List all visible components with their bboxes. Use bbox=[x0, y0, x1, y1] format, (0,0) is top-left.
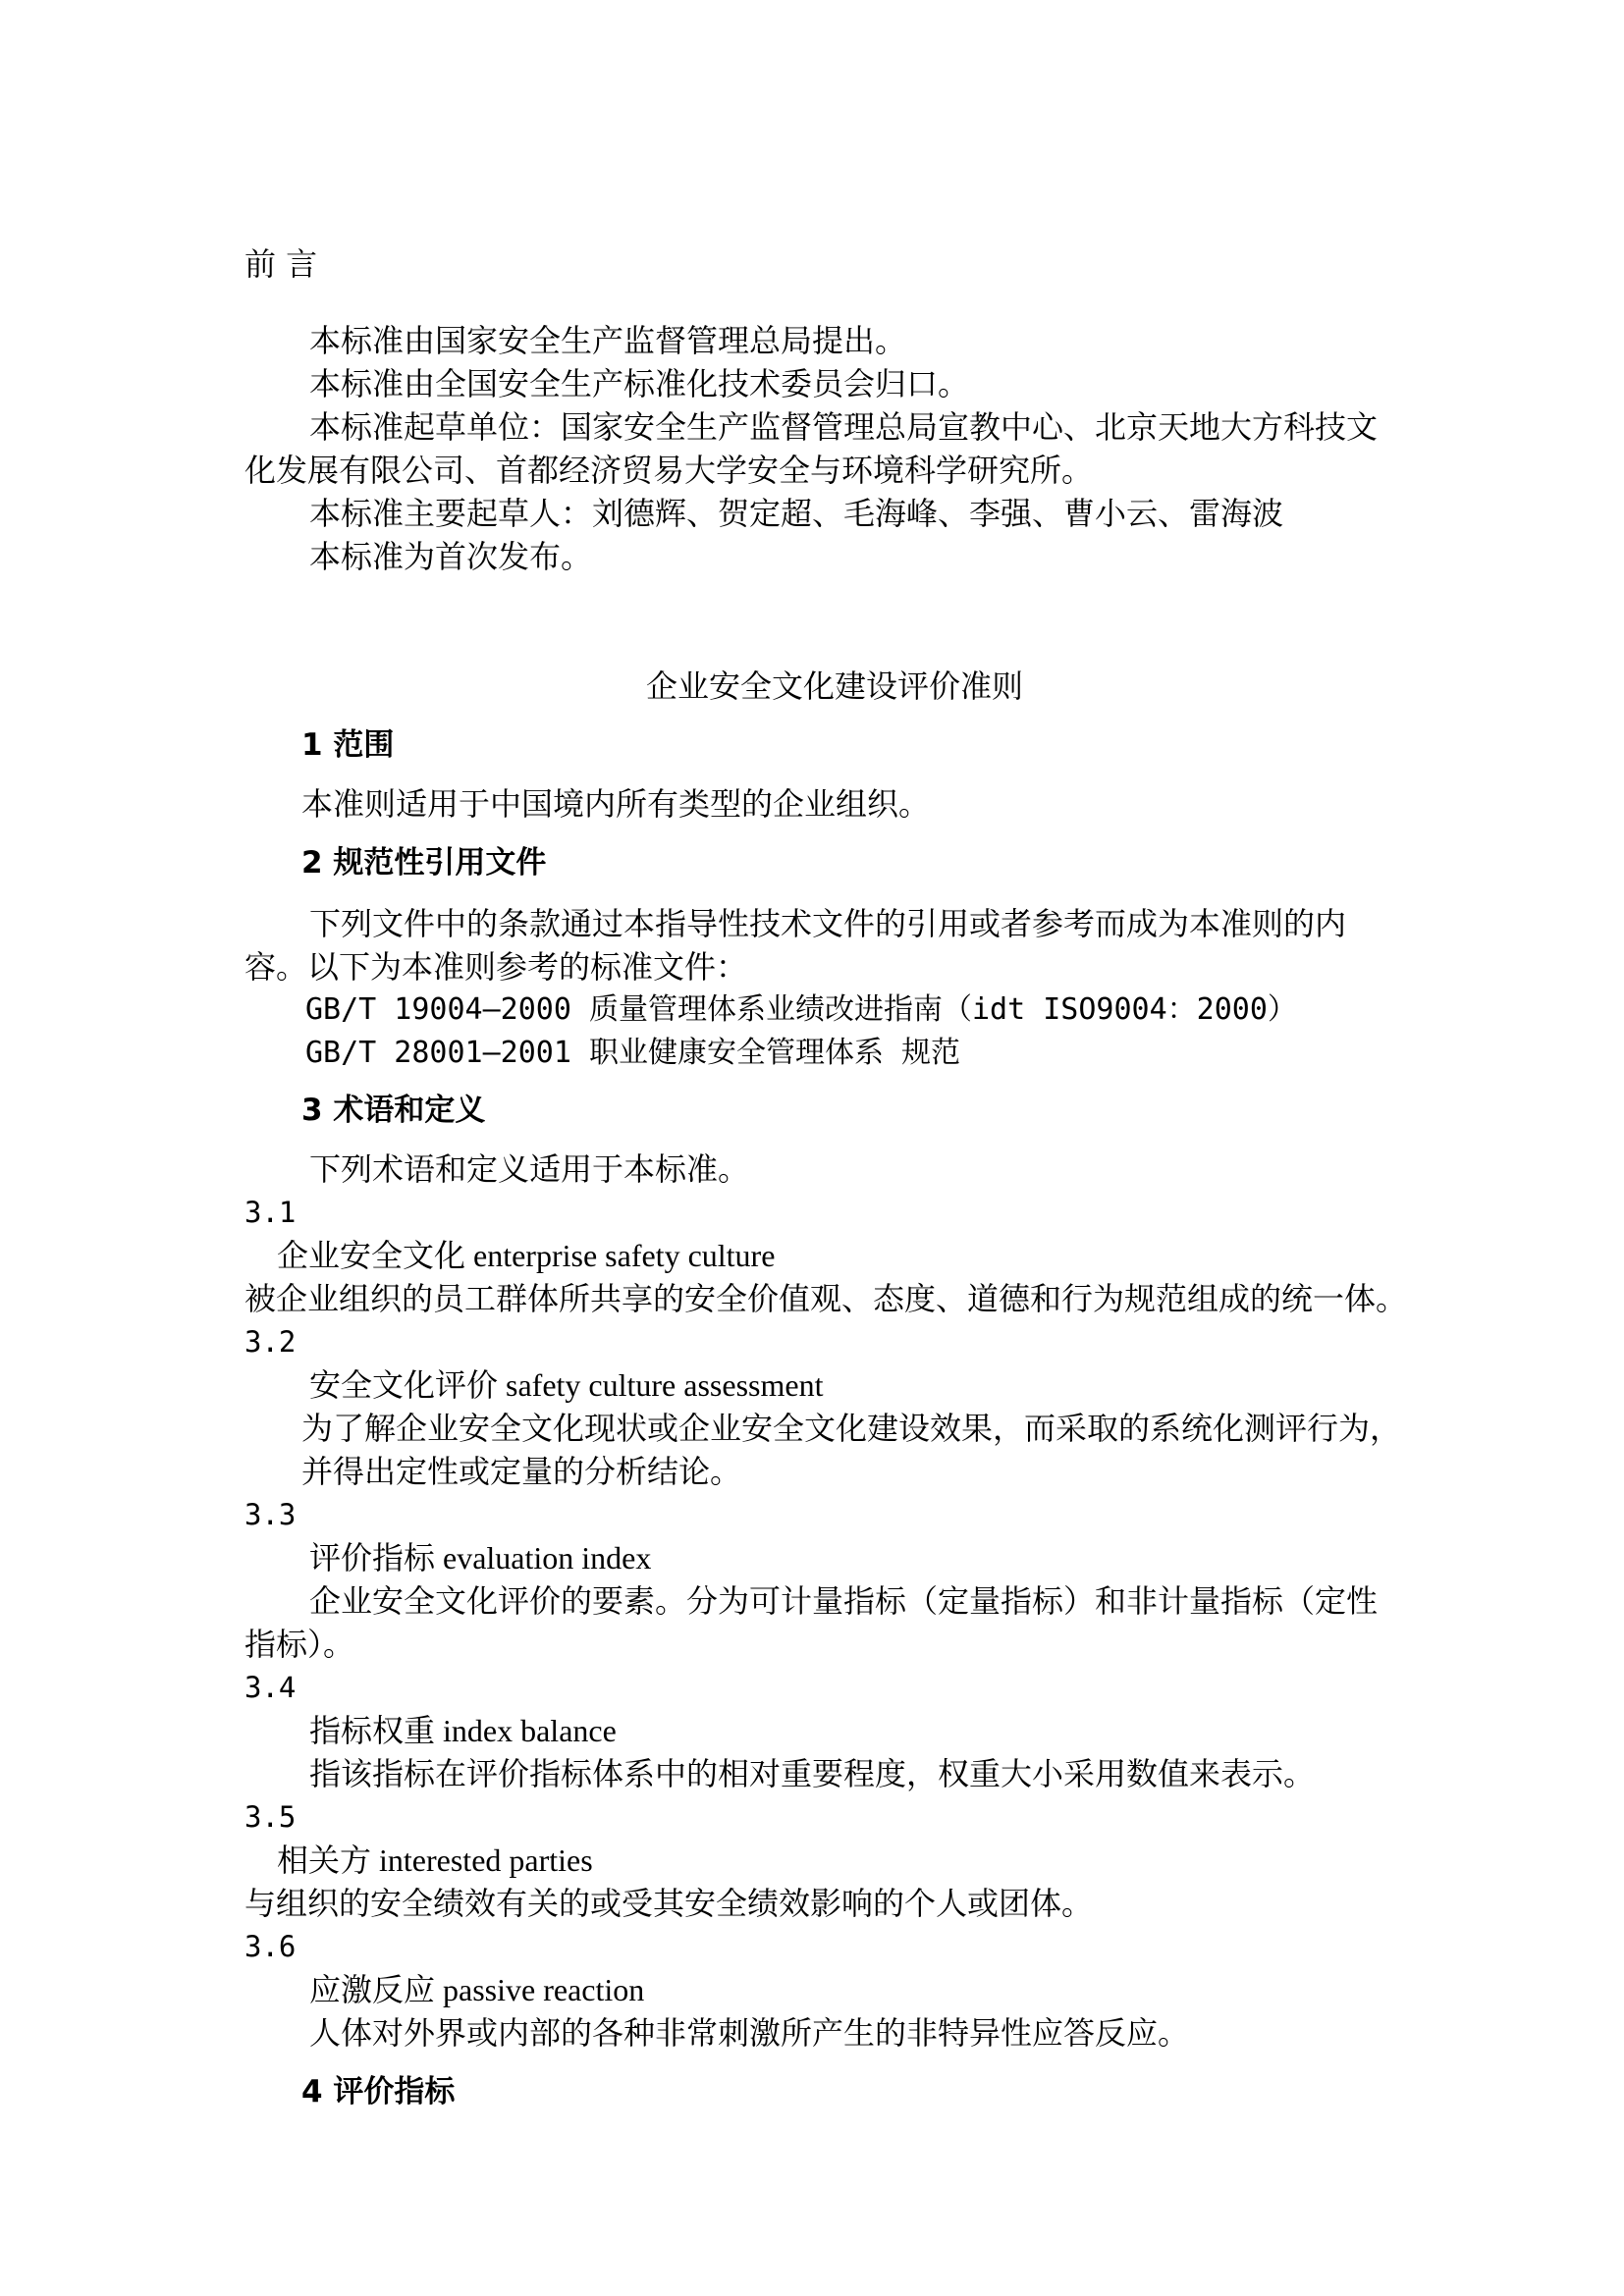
term-name: 指标权重 index balance bbox=[309, 1713, 617, 1748]
term-definition: 指该指标在评价指标体系中的相对重要程度，权重大小采用数值来表示。 bbox=[309, 1755, 1316, 1792]
term-number: 3.1 bbox=[244, 1196, 297, 1229]
section-1-text: 本准则适用于中国境内所有类型的企业组织。 bbox=[301, 785, 931, 823]
term-name: 企业安全文化 enterprise safety culture bbox=[277, 1238, 776, 1273]
section-1-heading: 1 范围 bbox=[301, 727, 395, 763]
section-2-line-2: 容。以下为本准则参考的标准文件： bbox=[244, 948, 748, 986]
term-name: 相关方 interested parties bbox=[277, 1842, 593, 1878]
term-definition: 并得出定性或定量的分析结论。 bbox=[301, 1453, 742, 1490]
reference-1: GB/T 19004—2000 质量管理体系业绩改进指南（idt ISO9004：2000） bbox=[305, 992, 1297, 1027]
reference-2: GB/T 28001—2001 职业健康安全管理体系 规范 bbox=[305, 1036, 961, 1070]
preface-line-1: 本标准由国家安全生产监督管理总局提出。 bbox=[309, 322, 907, 359]
section-3-intro: 下列术语和定义适用于本标准。 bbox=[309, 1150, 750, 1188]
section-2-heading: 2 规范性引用文件 bbox=[301, 845, 547, 881]
term-number: 3.5 bbox=[244, 1800, 297, 1834]
term-number: 3.6 bbox=[244, 1930, 297, 1963]
term-definition: 企业安全文化评价的要素。分为可计量指标（定量指标）和非计量指标（定性 bbox=[309, 1582, 1379, 1620]
term-definition: 与组织的安全绩效有关的或受其安全绩效影响的个人或团体。 bbox=[244, 1885, 1094, 1922]
term-name: 安全文化评价 safety culture assessment bbox=[309, 1367, 824, 1403]
term-number: 3.4 bbox=[244, 1671, 297, 1704]
preface-line-3: 本标准起草单位：国家安全生产监督管理总局宣教中心、北京天地大方科技文 bbox=[309, 408, 1379, 446]
section-3-heading: 3 术语和定义 bbox=[301, 1093, 486, 1128]
preface-line-4: 化发展有限公司、首都经济贸易大学安全与环境科学研究所。 bbox=[244, 452, 1094, 489]
preface-line-6: 本标准为首次发布。 bbox=[309, 538, 593, 575]
term-definition: 人体对外界或内部的各种非常刺激所产生的非特异性应答反应。 bbox=[309, 2014, 1190, 2052]
term-name: 应激反应 passive reaction bbox=[309, 1972, 645, 2007]
term-definition: 为了解企业安全文化现状或企业安全文化建设效果，而采取的系统化测评行为， bbox=[301, 1410, 1402, 1447]
preface-line-2: 本标准由全国安全生产标准化技术委员会归口。 bbox=[309, 365, 970, 402]
preface-line-5: 本标准主要起草人：刘德辉、贺定超、毛海峰、李强、曹小云、雷海波 bbox=[309, 495, 1284, 532]
term-definition: 被企业组织的员工群体所共享的安全价值观、态度、道德和行为规范组成的统一体。 bbox=[244, 1280, 1408, 1317]
term-number: 3.2 bbox=[244, 1325, 297, 1359]
section-2-line-1: 下列文件中的条款通过本指导性技术文件的引用或者参考而成为本准则的内 bbox=[309, 905, 1347, 942]
preface-title: 前 言 bbox=[244, 245, 318, 283]
document-title: 企业安全文化建设评价准则 bbox=[646, 667, 1024, 705]
section-4-heading: 4 评价指标 bbox=[301, 2074, 456, 2109]
term-number: 3.3 bbox=[244, 1498, 297, 1531]
term-definition: 指标）。 bbox=[244, 1626, 355, 1663]
term-name: 评价指标 evaluation index bbox=[309, 1540, 652, 1575]
